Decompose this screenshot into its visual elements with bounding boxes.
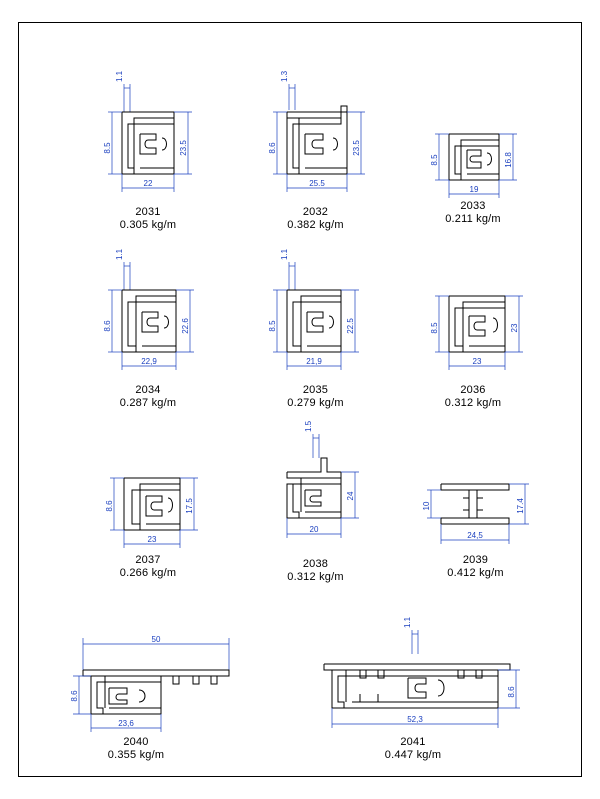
profile-code-2040: 2040	[123, 736, 149, 748]
profile-svg-2038	[243, 420, 388, 560]
profile-svg-2033	[403, 62, 543, 212]
profile-weight-2031: 0.305 kg/m	[119, 219, 177, 231]
profile-drawing-2032	[243, 62, 388, 212]
profile-code-2037: 2037	[135, 554, 161, 566]
profile-svg-2037	[78, 430, 218, 560]
profile-drawing-2040	[43, 612, 258, 742]
profile-svg-2034	[78, 240, 218, 390]
profile-code-2036: 2036	[460, 384, 486, 396]
profile-weight-2037: 0.266 kg/m	[119, 567, 177, 579]
profile-cell-2040[interactable]	[43, 612, 258, 762]
profile-weight-2032: 0.382 kg/m	[287, 219, 344, 231]
profile-cell-2035[interactable]	[243, 240, 388, 410]
dim-top-2031: 1.1	[115, 70, 124, 82]
profile-cell-2039[interactable]	[403, 430, 548, 580]
profile-drawing-2039	[403, 430, 548, 560]
profile-weight-2041: 0.447 kg/m	[384, 749, 442, 761]
profile-svg-2032	[243, 62, 388, 212]
profile-code-2031: 2031	[135, 206, 161, 218]
profile-svg-2040	[43, 612, 258, 742]
profile-code-2033: 2033	[460, 200, 486, 212]
dim-right-2035: 22.5	[346, 318, 355, 334]
dim-left-2037: 8.6	[105, 500, 114, 512]
dim-left-2034: 8.6	[103, 320, 112, 332]
dim-bottom-2035: 21,9	[306, 357, 322, 366]
dim-left-2035: 8.5	[268, 320, 277, 332]
profile-drawing-2041	[298, 612, 548, 742]
profile-weight-2038: 0.312 kg/m	[287, 571, 344, 583]
dim-bottom-2039: 24,5	[467, 531, 483, 540]
dim-right-2038: 24	[346, 491, 355, 501]
profile-cell-2037[interactable]	[78, 430, 218, 580]
profile-svg-2036	[403, 240, 543, 390]
profile-svg-2035	[243, 240, 388, 390]
profile-weight-2036: 0.312 kg/m	[444, 397, 502, 409]
dim-top-2041: 1.1	[403, 616, 412, 628]
profile-drawing-2035	[243, 240, 388, 390]
profile-svg-2031	[78, 62, 218, 212]
dim-top-2032: 1.3	[280, 70, 289, 82]
dim-left-2040: 8.6	[70, 690, 79, 702]
profile-code-2039: 2039	[462, 554, 489, 566]
dim-right-2037: 17.5	[185, 498, 194, 514]
profile-grid	[18, 22, 582, 777]
profile-code-2041: 2041	[400, 736, 426, 748]
dim-right-2033: 16.8	[504, 152, 513, 168]
dim-left-2039: 10	[422, 501, 431, 511]
profile-cell-2036[interactable]	[403, 240, 543, 410]
dim-left-2036: 8.5	[430, 322, 439, 334]
profile-weight-2039: 0.412 kg/m	[447, 567, 504, 579]
profile-svg-2039	[403, 430, 548, 560]
profile-weight-2040: 0.355 kg/m	[107, 749, 165, 761]
dim-top-2040: 50	[151, 635, 161, 644]
dim-bottom-2037: 23	[147, 535, 157, 544]
profile-cell-2041[interactable]	[298, 612, 548, 762]
profile-svg-2041	[298, 612, 548, 742]
profile-weight-2033: 0.211 kg/m	[445, 213, 501, 225]
dim-left-2033: 8.5	[430, 154, 439, 166]
profile-drawing-2036	[403, 240, 543, 390]
dim-bottom-2041: 52,3	[407, 715, 423, 724]
profile-code-2038: 2038	[302, 558, 329, 570]
dim-top-2034: 1.1	[115, 248, 124, 260]
dim-right-2036: 23	[510, 323, 519, 333]
profile-code-2035: 2035	[302, 384, 329, 396]
profile-drawing-2038	[243, 420, 388, 560]
profile-cell-2033[interactable]	[403, 62, 543, 226]
profile-cell-2032[interactable]	[243, 62, 388, 232]
dim-left-2032: 8.6	[268, 142, 277, 154]
profile-cell-2031[interactable]	[78, 62, 218, 232]
profile-drawing-2031	[78, 62, 218, 212]
dim-bottom-2034: 22,9	[141, 357, 157, 366]
dim-bottom-2040: 23,6	[118, 719, 134, 728]
dim-bottom-2036: 23	[472, 357, 482, 366]
dim-right-2041: 8.6	[507, 686, 516, 698]
profile-caption-2038	[243, 558, 388, 584]
profile-weight-2035: 0.279 kg/m	[287, 397, 344, 409]
dim-right-2039: 17.4	[516, 498, 525, 514]
profile-cell-2034[interactable]	[78, 240, 218, 410]
profile-drawing-2034	[78, 240, 218, 390]
dim-top-2035: 1.1	[280, 248, 289, 260]
profile-code-2034: 2034	[135, 384, 161, 396]
dim-right-2032: 23.5	[352, 140, 361, 156]
dim-top-2038: 1.5	[304, 420, 313, 432]
dim-bottom-2033: 19	[469, 185, 479, 194]
profile-drawing-2037	[78, 430, 218, 560]
dim-bottom-2032: 25.5	[309, 179, 325, 188]
dim-bottom-2038: 20	[309, 525, 319, 534]
profile-drawing-2033	[403, 62, 543, 212]
dim-bottom-2031: 22	[143, 179, 153, 188]
profile-cell-2038[interactable]	[243, 420, 388, 584]
dim-right-2034: 22.6	[181, 318, 190, 334]
dim-right-2031: 23.5	[179, 140, 188, 156]
profile-weight-2034: 0.287 kg/m	[119, 397, 177, 409]
profile-code-2032: 2032	[302, 206, 329, 218]
dim-left-2031: 8.5	[103, 142, 112, 154]
